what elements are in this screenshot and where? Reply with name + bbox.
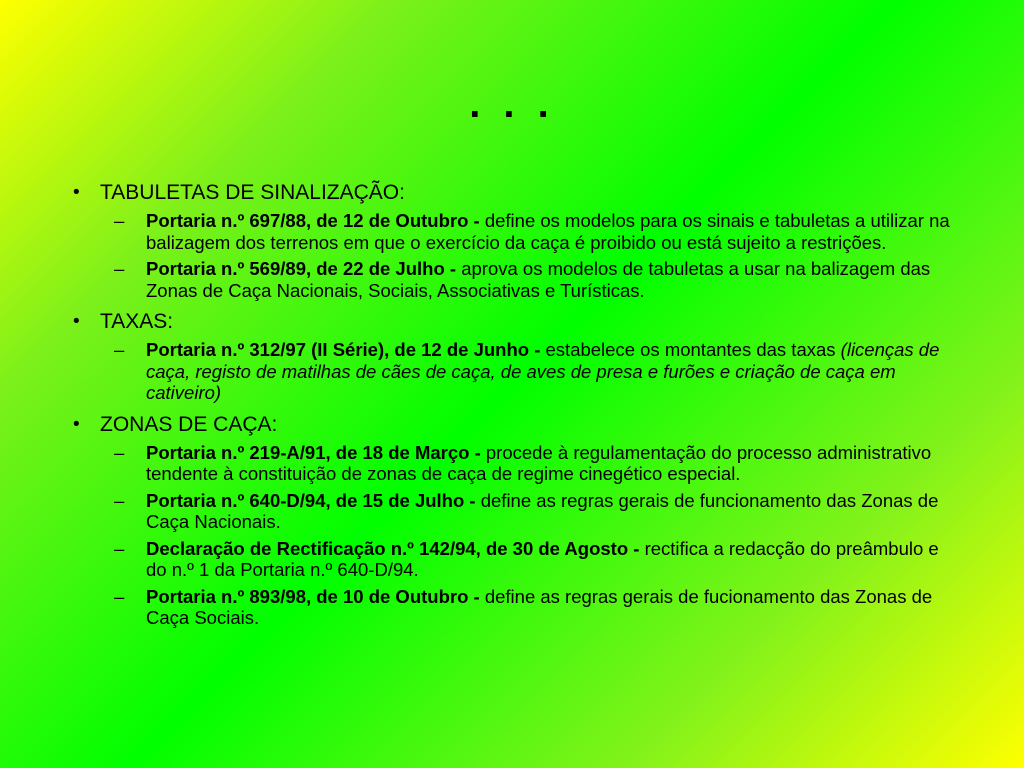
bullet-icon: • — [73, 182, 80, 203]
section-zonas — [70, 412, 970, 629]
item-reference: Portaria n.º 569/89, de 22 de Julho - — [146, 258, 462, 279]
item-note: (licenças de caça, registo de matilhas de cães de caça, de aves de presa e furões e criação de caça em cativeiro) — [146, 339, 940, 403]
slide-title: . . . — [469, 82, 555, 126]
dash-icon: – — [114, 210, 125, 231]
section-heading-text: TABULETAS DE SINALIZAÇÃO: — [100, 181, 405, 204]
item-text: rectifica a redacção do preâmbulo e do n.º 1 da Portaria n.º 640-D/94. — [146, 537, 939, 580]
dash-icon: – — [114, 441, 125, 463]
list-item — [70, 210, 970, 253]
section-heading — [70, 309, 970, 334]
list-item — [70, 586, 970, 629]
bullet-icon: • — [73, 413, 80, 435]
list-item — [70, 538, 970, 581]
item-reference: Portaria n.º 893/98, de 10 de Outubro - — [146, 585, 485, 607]
section-heading — [70, 412, 970, 437]
dash-icon: – — [114, 339, 125, 360]
section-heading-text: ZONAS DE CAÇA: — [100, 412, 278, 436]
item-text: estabelece os montantes das taxas — [545, 339, 841, 360]
bullet-icon: • — [73, 311, 80, 332]
item-text: aprova os modelos de tabuletas a usar na balizagem das Zonas de Caça Nacionais, Sociais, Associativas e Turísticas. — [146, 258, 931, 301]
section-taxas — [70, 309, 970, 404]
dash-icon: – — [114, 489, 125, 511]
item-text: define as regras gerais de funcionamento das Zonas de Caça Nacionais. — [146, 489, 939, 532]
list-item — [70, 339, 970, 404]
section-tabuletas — [70, 180, 970, 301]
item-text: define as regras gerais de fucionamento das Zonas de Caça Sociais. — [146, 585, 933, 628]
dash-icon: – — [114, 537, 125, 559]
dash-icon: – — [114, 585, 125, 607]
item-text: define os modelos para os sinais e tabuletas a utilizar na balizagem dos terrenos em que o exercício da caça é proibido ou está sujeito a restrições. — [146, 210, 950, 253]
item-reference: Portaria n.º 219-A/91, de 18 de Março - — [146, 441, 486, 463]
slide-content — [70, 180, 970, 634]
dash-icon: – — [114, 258, 125, 279]
item-reference: Portaria n.º 312/97 (II Série), de 12 de Junho - — [146, 339, 546, 360]
item-reference: Portaria n.º 640-D/94, de 15 de Julho - — [146, 489, 481, 511]
item-reference: Portaria n.º 697/88, de 12 de Outubro - — [146, 210, 485, 231]
list-item — [70, 258, 970, 301]
item-text: procede à regulamentação do processo administrativo tendente à constituição de zonas de caça de regime cinegético especial. — [146, 441, 932, 484]
section-heading — [70, 180, 970, 205]
list-item — [70, 490, 970, 533]
section-heading-text: TAXAS: — [100, 310, 174, 333]
list-item — [70, 442, 970, 485]
item-reference: Declaração de Rectificação n.º 142/94, de 30 de Agosto - — [146, 537, 645, 559]
